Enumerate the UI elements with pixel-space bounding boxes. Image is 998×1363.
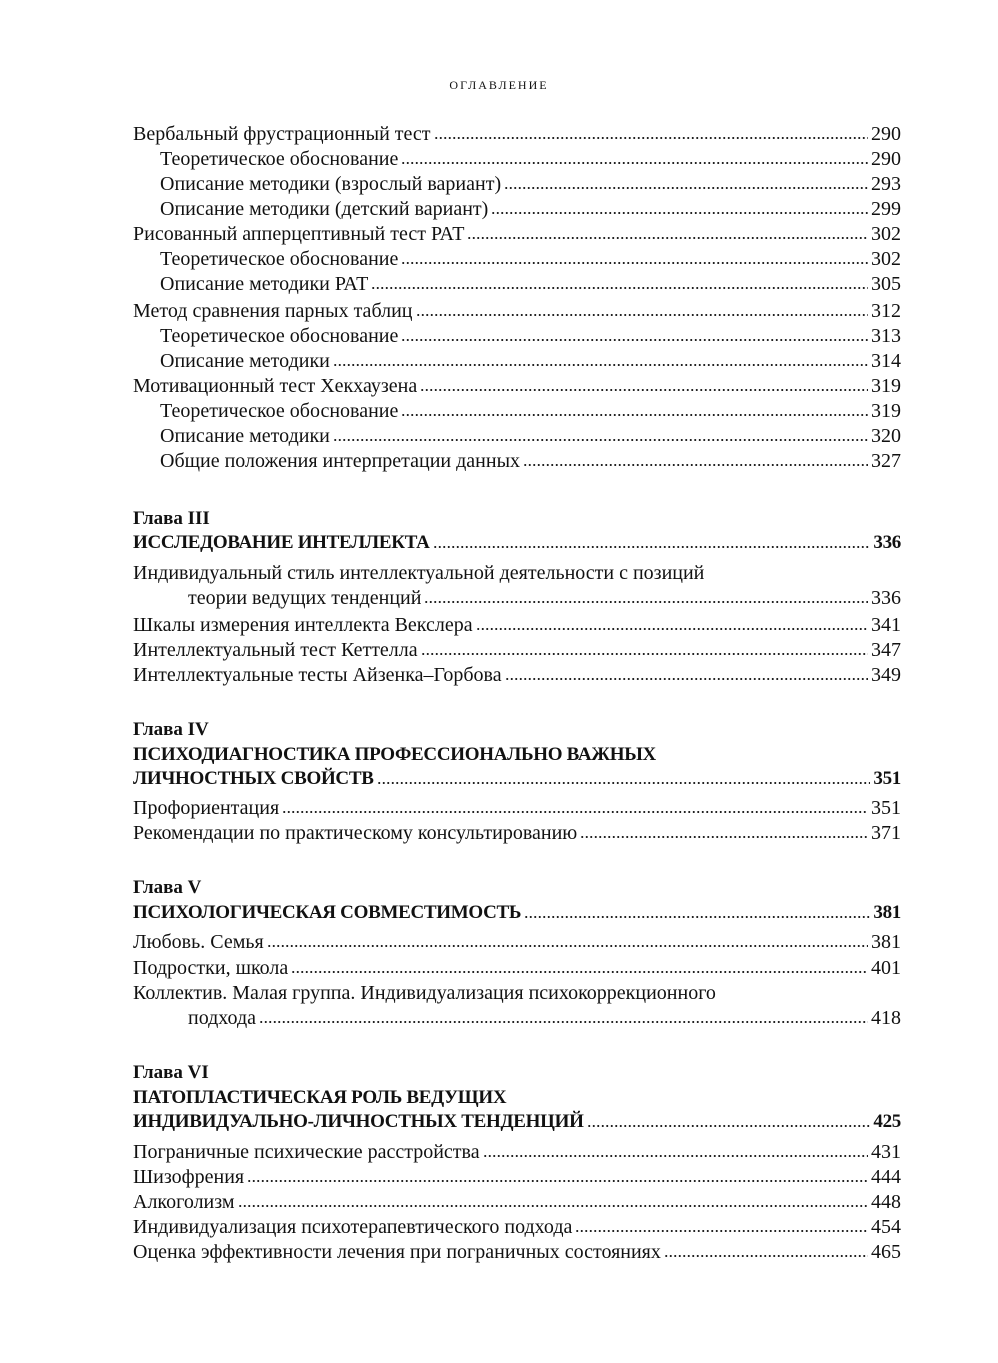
dot-leader [267, 943, 868, 949]
toc-entry [133, 1140, 901, 1164]
page-number: 381 [873, 902, 901, 923]
dot-leader [433, 544, 871, 550]
chapter-label [133, 1061, 901, 1085]
entry-title: Описание методики (детский вариант) [160, 198, 489, 220]
page-number: 302 [871, 248, 901, 270]
dot-leader [424, 599, 868, 605]
toc-entry [133, 981, 901, 1005]
entry-title: Вербальный фрустрационный тест [133, 123, 431, 145]
entry-title: Подростки, школа [133, 957, 289, 979]
toc-entry [133, 638, 901, 662]
dot-leader [420, 387, 868, 393]
entry-title: Глава VI [133, 1062, 209, 1083]
toc-entry [188, 1006, 901, 1030]
toc-entry [160, 449, 901, 473]
dot-leader [491, 210, 868, 216]
toc-entry [133, 663, 901, 687]
toc-entry [133, 821, 901, 845]
dot-leader [434, 135, 868, 141]
page-number: 327 [871, 450, 901, 472]
page-number: 336 [873, 532, 901, 553]
chapter-title [133, 1110, 901, 1134]
entry-title: Метод сравнения парных таблиц [133, 300, 413, 322]
entry-title: Глава IV [133, 719, 209, 740]
page-number: 290 [871, 148, 901, 170]
toc-entry [133, 1215, 901, 1239]
dot-leader [401, 160, 868, 166]
running-header: ОГЛАВЛЕНИЕ [449, 78, 549, 92]
page-number: 371 [871, 822, 901, 844]
chapter-title [133, 531, 901, 555]
entry-title: Описание методики РАТ [160, 273, 369, 295]
page-number: 381 [871, 931, 901, 953]
chapter-title [133, 743, 901, 767]
page-number: 319 [871, 375, 901, 397]
dot-leader [467, 235, 868, 241]
entry-title: Интеллектуальные тесты Айзенка–Горбова [133, 664, 502, 686]
toc-entry [133, 930, 901, 954]
dot-leader [401, 412, 868, 418]
dot-leader [664, 1253, 868, 1259]
entry-title: Алкоголизм [133, 1191, 235, 1213]
chapter-label [133, 507, 901, 531]
dot-leader [291, 969, 868, 975]
page-number: 444 [871, 1166, 901, 1188]
page-number: 347 [871, 639, 901, 661]
page-number: 448 [871, 1191, 901, 1213]
dot-leader [401, 260, 868, 266]
toc-entry [160, 247, 901, 271]
entry-title: Любовь. Семья [133, 931, 264, 953]
entry-title: Рисованный апперцептивный тест РАТ [133, 223, 465, 245]
page-number: 351 [873, 768, 901, 789]
page-number: 305 [871, 273, 901, 295]
entry-title: Теоретическое обоснование [160, 325, 399, 347]
dot-leader [377, 780, 871, 786]
chapter-title [133, 767, 901, 791]
entry-title: Индивидуальный стиль интеллектуальной деятельности с позиций [133, 562, 705, 584]
toc-entry [133, 222, 901, 246]
toc-entry [160, 349, 901, 373]
dot-leader [504, 185, 868, 191]
page-number: 314 [871, 350, 901, 372]
entry-title: Профориентация [133, 797, 280, 819]
toc-entry [133, 956, 901, 980]
entry-title: Оценка эффективности лечения при пограничных состояниях [133, 1241, 661, 1263]
entry-title: Общие положения интерпретации данных [160, 450, 521, 472]
entry-title: Описание методики [160, 425, 330, 447]
page-number: 465 [871, 1241, 901, 1263]
entry-title: ИНДИВИДУАЛЬНО-ЛИЧНОСТНЫХ ТЕНДЕНЦИЙ [133, 1111, 584, 1132]
toc-entry [133, 796, 901, 820]
dot-leader [421, 651, 868, 657]
toc-entry [133, 374, 901, 398]
entry-title: ЛИЧНОСТНЫХ СВОЙСТВ [133, 768, 374, 789]
chapter-title [133, 901, 901, 925]
entry-title: Индивидуализация психотерапевтического подхода [133, 1216, 573, 1238]
page-number: 293 [871, 173, 901, 195]
dot-leader [483, 1153, 868, 1159]
dot-leader [575, 1228, 868, 1234]
toc-entry [133, 1190, 901, 1214]
toc-entry [160, 197, 901, 221]
dot-leader [587, 1123, 871, 1129]
dot-leader [416, 312, 868, 318]
chapter-label [133, 718, 901, 742]
toc-entry [133, 1240, 901, 1264]
entry-title: Пограничные психические расстройства [133, 1141, 480, 1163]
entry-title: теории ведущих тенденций [188, 587, 422, 609]
entry-title: Теоретическое обоснование [160, 148, 399, 170]
page-number: 351 [871, 797, 901, 819]
page-number: 418 [871, 1007, 901, 1029]
entry-title: Теоретическое обоснование [160, 248, 399, 270]
entry-title: Теоретическое обоснование [160, 400, 399, 422]
entry-title: Шкалы измерения интеллекта Векслера [133, 614, 473, 636]
dot-leader [523, 462, 868, 468]
page-number: 319 [871, 400, 901, 422]
entry-title: Глава III [133, 508, 210, 529]
toc-entry [160, 272, 901, 296]
entry-title: Интеллектуальный тест Кеттелла [133, 639, 418, 661]
entry-title: Глава V [133, 877, 202, 898]
entry-title: Описание методики [160, 350, 330, 372]
toc-entry [160, 399, 901, 423]
toc-entry [133, 299, 901, 323]
toc-entry [160, 172, 901, 196]
page-number: 454 [871, 1216, 901, 1238]
page-number: 349 [871, 664, 901, 686]
page-number: 425 [873, 1111, 901, 1132]
dot-leader [401, 337, 868, 343]
dot-leader [476, 626, 868, 632]
dot-leader [505, 676, 868, 682]
page-number: 401 [871, 957, 901, 979]
dot-leader [524, 914, 870, 920]
page-number: 299 [871, 198, 901, 220]
dot-leader [333, 362, 868, 368]
page-number: 302 [871, 223, 901, 245]
dot-leader [580, 834, 868, 840]
page-number: 312 [871, 300, 901, 322]
toc-entry [133, 561, 901, 585]
dot-leader [238, 1203, 868, 1209]
toc-entry [188, 586, 901, 610]
toc-entry [160, 147, 901, 171]
dot-leader [333, 437, 868, 443]
toc-entry [133, 613, 901, 637]
dot-leader [247, 1178, 868, 1184]
entry-title: ИССЛЕДОВАНИЕ ИНТЕЛЛЕКТА [133, 532, 430, 553]
page-number: 341 [871, 614, 901, 636]
toc-entry [160, 424, 901, 448]
toc-entry [160, 324, 901, 348]
page-number: 290 [871, 123, 901, 145]
entry-title: Рекомендации по практическому консультированию [133, 822, 578, 844]
entry-title: Шизофрения [133, 1166, 245, 1188]
dot-leader [259, 1019, 868, 1025]
entry-title: ПСИХОЛОГИЧЕСКАЯ СОВМЕСТИМОСТЬ [133, 902, 522, 923]
page-number: 313 [871, 325, 901, 347]
entry-title: Коллектив. Малая группа. Индивидуализация психокоррекционного [133, 982, 716, 1004]
page-number: 320 [871, 425, 901, 447]
page-number: 336 [871, 587, 901, 609]
dot-leader [371, 285, 868, 291]
entry-title: подхода [188, 1007, 257, 1029]
entry-title: ПАТОПЛАСТИЧЕСКАЯ РОЛЬ ВЕДУЩИХ [133, 1087, 507, 1108]
entry-title: ПСИХОДИАГНОСТИКА ПРОФЕССИОНАЛЬНО ВАЖНЫХ [133, 744, 656, 765]
chapter-title [133, 1086, 901, 1110]
chapter-label [133, 876, 901, 900]
entry-title: Мотивационный тест Хекхаузена [133, 375, 418, 397]
entry-title: Описание методики (взрослый вариант) [160, 173, 502, 195]
toc-entry [133, 1165, 901, 1189]
dot-leader [282, 809, 868, 815]
page-number: 431 [871, 1141, 901, 1163]
toc-entry [133, 122, 901, 146]
